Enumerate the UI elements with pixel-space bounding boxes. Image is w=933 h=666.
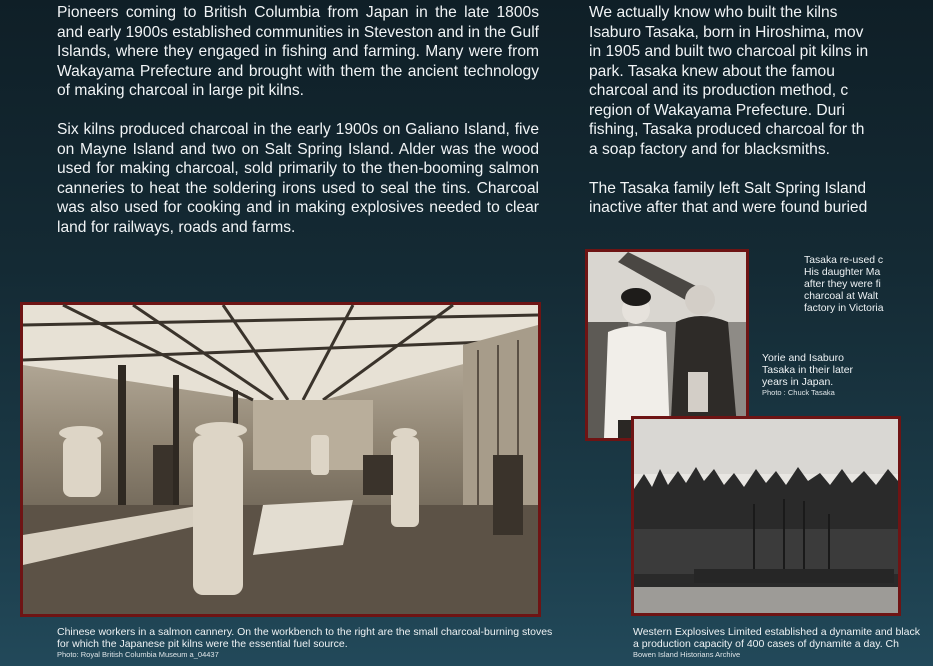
right-text-line: inactive after that and were found buried xyxy=(589,199,868,216)
right-text-line: The Tasaka family left Salt Spring Island xyxy=(589,179,867,197)
right-text-line: in 1905 and built two charcoal pit kilns in xyxy=(589,43,869,60)
kilns-paragraph: Six kilns produced charcoal in the early 1900s on Galiano Island, five on Mayne Island and two on Salt Spring Island. Alder was the wood used for making charcoal, sold primarily to the then-booming salmon canneries to heat the soldering irons used to seal the tins. Charcoal was also used for cooking and in making explosives needed to clear land for railways, roads and farms. xyxy=(57,121,539,236)
right-text-line: park. Tasaka knew about the famou xyxy=(589,62,835,80)
right-text-line: region of Wakayama Prefecture. Duri xyxy=(589,101,845,119)
cannery-caption-text: Chinese workers in a salmon cannery. On the workbench to the right are the small charcoal-burning stoves for which the Japanese pit kilns were the essential fuel source. xyxy=(57,626,553,650)
explosives-photo-credit: Bowen Island Historians Archive xyxy=(633,650,741,659)
right-text-line: fishing, Tasaka produced charcoal for th xyxy=(589,121,865,138)
side-note-line: His daughter Ma xyxy=(804,267,881,278)
cannery-caption xyxy=(57,626,557,659)
tasaka-portrait-photo xyxy=(585,249,749,441)
left-text-column xyxy=(57,3,539,257)
cannery-photo-credit: Photo: Royal British Columbia Museum a_04437 xyxy=(57,650,219,659)
explosives-caption xyxy=(633,626,933,659)
right-text-line: Isaburo Tasaka, born in Hiroshima, mov xyxy=(589,23,864,41)
intro-paragraph: Pioneers coming to British Columbia from Japan in the late 1800s and early 1900s established communities in Steveston and in the Gulf Islands, where they engaged in fishing and farming. Many were from Wakayama Prefecture and brought with them the ancient technology of making charcoal in large pit kilns. xyxy=(57,4,539,99)
side-note-line: factory in Victoria xyxy=(804,303,884,314)
right-text-line: charcoal and its production method, c xyxy=(589,82,849,99)
cannery-photo xyxy=(20,302,541,617)
side-note-line: after they were fi xyxy=(804,279,881,290)
right-text-column xyxy=(589,3,919,218)
right-text-line xyxy=(589,159,919,179)
side-note-line: charcoal at Walt xyxy=(804,291,879,302)
right-text-line: We actually know who built the kilns xyxy=(589,4,838,21)
side-note-text xyxy=(804,255,884,315)
right-text-line: a soap factory and for blacksmiths. xyxy=(589,140,830,158)
tasaka-photo-credit: Photo : Chuck Tasaka xyxy=(762,388,835,397)
explosives-caption-line: a production capacity of 400 cases of dynamite a day. Ch xyxy=(633,638,899,650)
tasaka-caption-text: Yorie and Isaburo Tasaka in their later years in Japan. xyxy=(762,352,854,388)
side-note-line: Tasaka re-used c xyxy=(804,255,884,266)
explosives-caption-line: Western Explosives Limited established a dynamite and black xyxy=(633,626,920,638)
explosives-factory-photo xyxy=(631,416,901,616)
tasaka-caption xyxy=(762,352,872,397)
